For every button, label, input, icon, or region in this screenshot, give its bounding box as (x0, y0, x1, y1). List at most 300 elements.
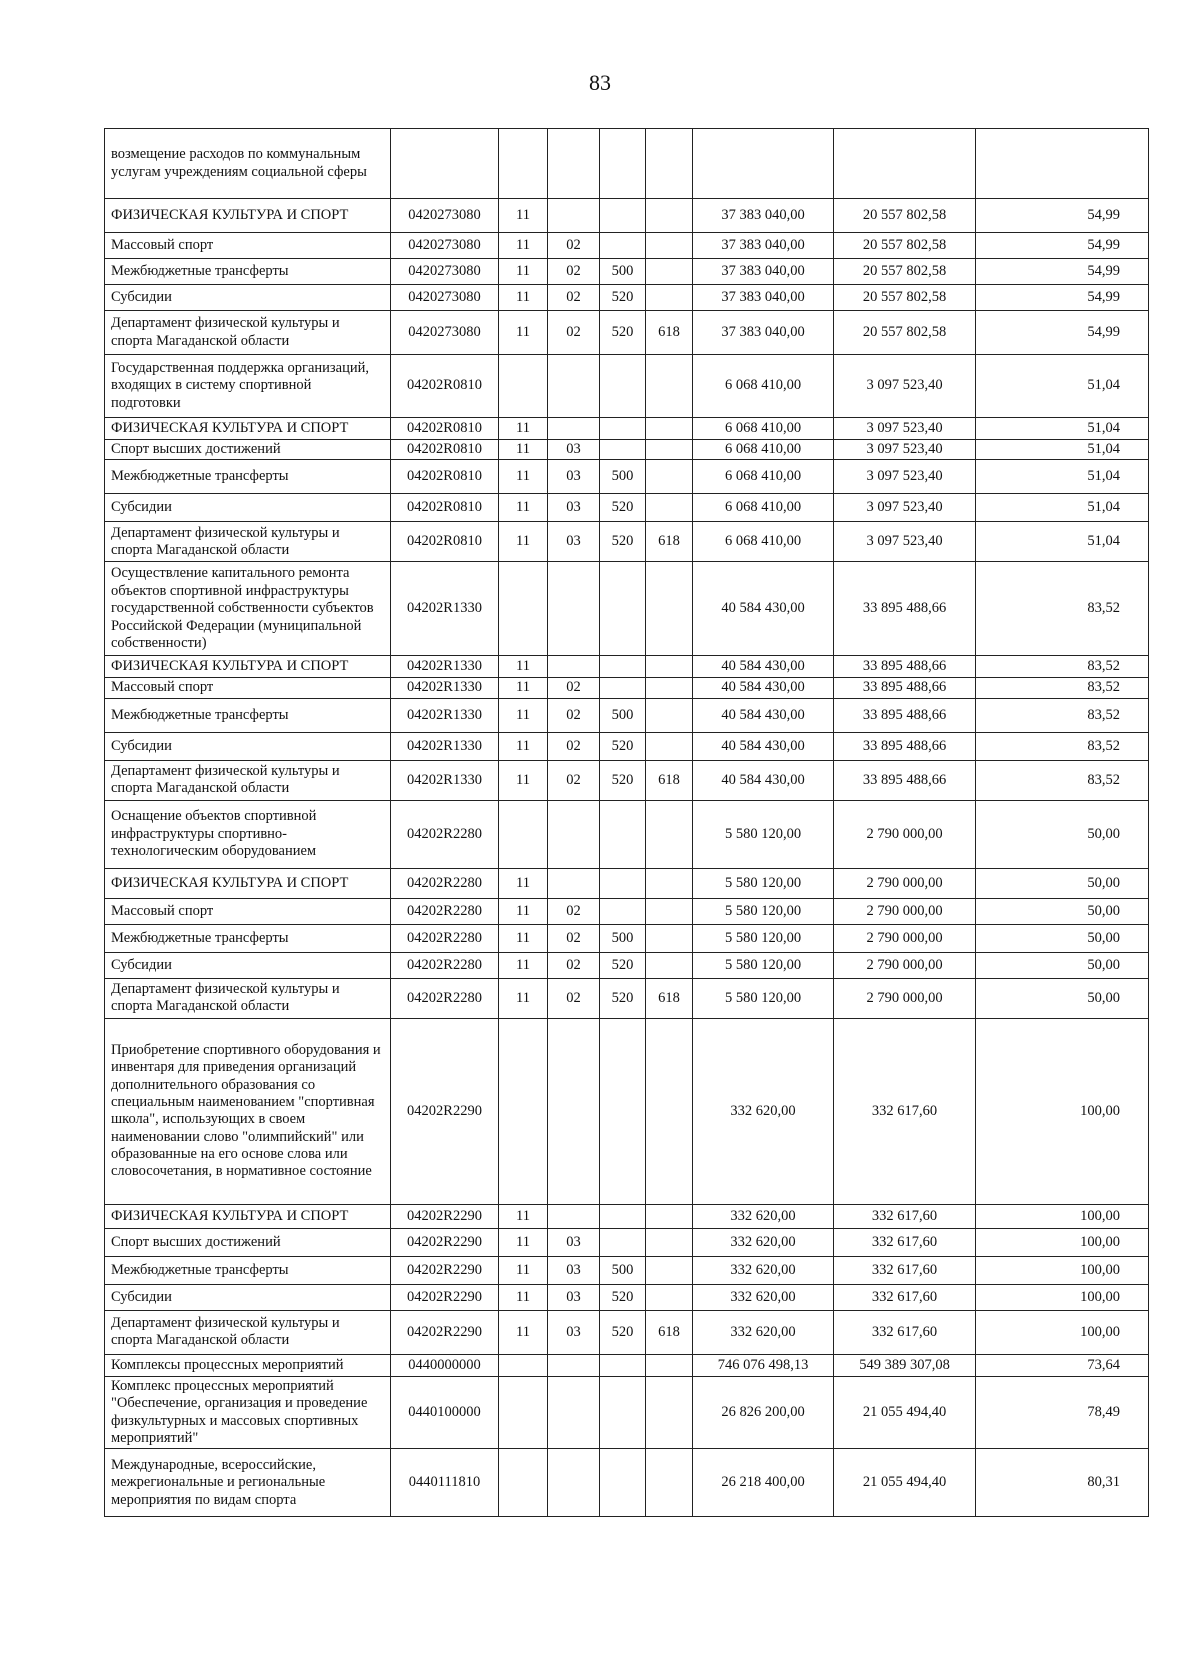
cell-admin-code (646, 440, 693, 460)
cell-expense-type: 520 (600, 522, 646, 562)
cell-planned: 5 580 120,00 (693, 924, 834, 952)
cell-expense-type: 520 (600, 285, 646, 311)
cell-admin-code (646, 494, 693, 522)
cell-target-code: 04202R0810 (391, 494, 499, 522)
cell-executed: 33 895 488,66 (834, 562, 976, 656)
cell-subsection (548, 1018, 600, 1204)
cell-subsection: 02 (548, 978, 600, 1018)
cell-subsection: 02 (548, 233, 600, 259)
cell-name: Межбюджетные трансферты (105, 924, 391, 952)
cell-admin-code (646, 418, 693, 440)
cell-target-code: 04202R2290 (391, 1284, 499, 1310)
cell-subsection (548, 1354, 600, 1376)
cell-section (499, 1354, 548, 1376)
cell-executed: 21 055 494,40 (834, 1376, 976, 1449)
cell-executed: 3 097 523,40 (834, 460, 976, 494)
cell-section: 11 (499, 898, 548, 924)
cell-executed: 33 895 488,66 (834, 732, 976, 760)
cell-admin-code (646, 924, 693, 952)
cell-subsection (548, 418, 600, 440)
cell-expense-type (600, 898, 646, 924)
cell-percent: 50,00 (976, 952, 1149, 978)
cell-admin-code (646, 1256, 693, 1284)
cell-expense-type (600, 233, 646, 259)
cell-expense-type: 500 (600, 924, 646, 952)
cell-target-code: 04202R2290 (391, 1018, 499, 1204)
cell-planned: 6 068 410,00 (693, 418, 834, 440)
cell-section: 11 (499, 311, 548, 355)
cell-name: Субсидии (105, 285, 391, 311)
cell-target-code: 04202R1330 (391, 698, 499, 732)
cell-target-code: 04202R2280 (391, 924, 499, 952)
cell-admin-code: 618 (646, 978, 693, 1018)
cell-percent: 83,52 (976, 562, 1149, 656)
cell-executed: 2 790 000,00 (834, 868, 976, 898)
page-number: 83 (589, 70, 611, 95)
table-row (105, 311, 1149, 355)
cell-percent: 50,00 (976, 978, 1149, 1018)
cell-name: ФИЗИЧЕСКАЯ КУЛЬТУРА И СПОРТ (105, 199, 391, 233)
cell-expense-type (600, 562, 646, 656)
cell-executed: 20 557 802,58 (834, 259, 976, 285)
table-row (105, 656, 1149, 678)
cell-percent: 83,52 (976, 732, 1149, 760)
cell-name: Департамент физической культуры и спорта Магаданской области (105, 1310, 391, 1354)
table-row (105, 678, 1149, 698)
cell-subsection: 03 (548, 1228, 600, 1256)
cell-target-code: 04202R2280 (391, 952, 499, 978)
cell-subsection: 03 (548, 460, 600, 494)
cell-executed: 2 790 000,00 (834, 952, 976, 978)
cell-percent: 100,00 (976, 1310, 1149, 1354)
cell-executed: 2 790 000,00 (834, 978, 976, 1018)
table-row (105, 199, 1149, 233)
cell-expense-type: 520 (600, 1310, 646, 1354)
cell-name: Межбюджетные трансферты (105, 1256, 391, 1284)
cell-executed: 33 895 488,66 (834, 656, 976, 678)
cell-executed: 20 557 802,58 (834, 311, 976, 355)
cell-subsection (548, 199, 600, 233)
cell-percent: 54,99 (976, 311, 1149, 355)
cell-planned: 5 580 120,00 (693, 800, 834, 868)
cell-expense-type (600, 1018, 646, 1204)
table-row (105, 355, 1149, 418)
cell-name: Государственная поддержка организаций, входящих в систему спортивной подготовки (105, 355, 391, 418)
cell-name: Субсидии (105, 494, 391, 522)
cell-executed: 332 617,60 (834, 1284, 976, 1310)
cell-name: ФИЗИЧЕСКАЯ КУЛЬТУРА И СПОРТ (105, 1204, 391, 1228)
cell-subsection: 02 (548, 259, 600, 285)
cell-subsection: 03 (548, 522, 600, 562)
cell-name: Комплекс процессных мероприятий "Обеспечение, организация и проведение физкультурных и массовых спортивных мероприятий" (105, 1376, 391, 1449)
cell-target-code: 04202R0810 (391, 355, 499, 418)
cell-target-code: 0440000000 (391, 1354, 499, 1376)
table-row (105, 460, 1149, 494)
cell-subsection (548, 1449, 600, 1517)
table-row (105, 1204, 1149, 1228)
cell-planned: 40 584 430,00 (693, 698, 834, 732)
table-row (105, 418, 1149, 440)
cell-planned: 332 620,00 (693, 1204, 834, 1228)
table-row (105, 1256, 1149, 1284)
cell-section: 11 (499, 1256, 548, 1284)
cell-planned: 40 584 430,00 (693, 760, 834, 800)
cell-expense-type: 520 (600, 760, 646, 800)
cell-target-code: 04202R0810 (391, 418, 499, 440)
cell-name: Массовый спорт (105, 678, 391, 698)
cell-planned: 40 584 430,00 (693, 732, 834, 760)
cell-expense-type: 520 (600, 494, 646, 522)
cell-percent: 54,99 (976, 233, 1149, 259)
cell-planned: 40 584 430,00 (693, 678, 834, 698)
cell-subsection: 03 (548, 1310, 600, 1354)
table-row (105, 129, 1149, 199)
cell-subsection: 03 (548, 440, 600, 460)
cell-percent: 51,04 (976, 440, 1149, 460)
cell-percent: 54,99 (976, 285, 1149, 311)
table-row (105, 1228, 1149, 1256)
cell-target-code: 04202R2290 (391, 1256, 499, 1284)
table-row (105, 898, 1149, 924)
cell-expense-type (600, 1449, 646, 1517)
cell-percent: 100,00 (976, 1204, 1149, 1228)
cell-subsection: 03 (548, 1284, 600, 1310)
table-row (105, 924, 1149, 952)
cell-admin-code: 618 (646, 760, 693, 800)
cell-section (499, 1018, 548, 1204)
cell-target-code: 04202R2280 (391, 800, 499, 868)
cell-percent (976, 129, 1149, 199)
cell-target-code: 04202R2290 (391, 1228, 499, 1256)
cell-executed: 21 055 494,40 (834, 1449, 976, 1517)
cell-expense-type (600, 678, 646, 698)
cell-target-code: 04202R0810 (391, 522, 499, 562)
cell-name: Спорт высших достижений (105, 1228, 391, 1256)
cell-expense-type (600, 1354, 646, 1376)
cell-executed: 20 557 802,58 (834, 233, 976, 259)
cell-planned: 37 383 040,00 (693, 199, 834, 233)
cell-executed: 332 617,60 (834, 1310, 976, 1354)
cell-target-code: 0440100000 (391, 1376, 499, 1449)
cell-name: Массовый спорт (105, 233, 391, 259)
cell-target-code: 0420273080 (391, 285, 499, 311)
cell-expense-type (600, 868, 646, 898)
cell-section: 11 (499, 978, 548, 1018)
cell-target-code: 04202R2280 (391, 868, 499, 898)
cell-executed: 332 617,60 (834, 1228, 976, 1256)
cell-planned: 5 580 120,00 (693, 868, 834, 898)
cell-planned: 6 068 410,00 (693, 460, 834, 494)
cell-section: 11 (499, 460, 548, 494)
cell-expense-type: 500 (600, 1256, 646, 1284)
cell-section: 11 (499, 440, 548, 460)
cell-expense-type (600, 1228, 646, 1256)
cell-executed: 20 557 802,58 (834, 285, 976, 311)
cell-section: 11 (499, 1284, 548, 1310)
cell-subsection: 02 (548, 285, 600, 311)
table-row (105, 1376, 1149, 1449)
cell-subsection (548, 129, 600, 199)
cell-section (499, 1449, 548, 1517)
cell-name: Департамент физической культуры и спорта Магаданской области (105, 522, 391, 562)
table-row (105, 259, 1149, 285)
cell-planned: 37 383 040,00 (693, 285, 834, 311)
cell-planned: 6 068 410,00 (693, 522, 834, 562)
cell-section: 11 (499, 732, 548, 760)
cell-section: 11 (499, 868, 548, 898)
cell-planned: 6 068 410,00 (693, 440, 834, 460)
cell-section: 11 (499, 698, 548, 732)
cell-name: Межбюджетные трансферты (105, 259, 391, 285)
cell-admin-code (646, 1449, 693, 1517)
cell-admin-code (646, 732, 693, 760)
cell-target-code: 04202R0810 (391, 440, 499, 460)
cell-section: 11 (499, 924, 548, 952)
table-row (105, 494, 1149, 522)
cell-admin-code (646, 800, 693, 868)
cell-subsection (548, 868, 600, 898)
cell-section: 11 (499, 678, 548, 698)
cell-percent: 50,00 (976, 800, 1149, 868)
table-row (105, 233, 1149, 259)
table-row (105, 1018, 1149, 1204)
cell-admin-code: 618 (646, 311, 693, 355)
cell-section: 11 (499, 1204, 548, 1228)
table-row (105, 562, 1149, 656)
cell-target-code: 04202R1330 (391, 678, 499, 698)
cell-name: Субсидии (105, 952, 391, 978)
cell-expense-type (600, 1376, 646, 1449)
cell-percent: 100,00 (976, 1018, 1149, 1204)
table-row (105, 978, 1149, 1018)
cell-executed: 332 617,60 (834, 1018, 976, 1204)
cell-name: Комплексы процессных мероприятий (105, 1354, 391, 1376)
cell-planned: 5 580 120,00 (693, 978, 834, 1018)
cell-percent: 51,04 (976, 355, 1149, 418)
table-row (105, 698, 1149, 732)
cell-planned: 6 068 410,00 (693, 355, 834, 418)
cell-subsection (548, 355, 600, 418)
cell-percent: 50,00 (976, 898, 1149, 924)
cell-section: 11 (499, 494, 548, 522)
cell-name: ФИЗИЧЕСКАЯ КУЛЬТУРА И СПОРТ (105, 418, 391, 440)
cell-section (499, 1376, 548, 1449)
cell-admin-code (646, 129, 693, 199)
cell-executed: 3 097 523,40 (834, 355, 976, 418)
cell-section: 11 (499, 656, 548, 678)
cell-planned (693, 129, 834, 199)
cell-target-code (391, 129, 499, 199)
cell-target-code: 04202R1330 (391, 656, 499, 678)
table-row (105, 1310, 1149, 1354)
cell-admin-code (646, 656, 693, 678)
cell-percent: 100,00 (976, 1256, 1149, 1284)
cell-admin-code (646, 868, 693, 898)
cell-admin-code (646, 1354, 693, 1376)
cell-percent: 100,00 (976, 1228, 1149, 1256)
cell-subsection (548, 562, 600, 656)
cell-expense-type (600, 355, 646, 418)
cell-executed: 3 097 523,40 (834, 522, 976, 562)
cell-executed: 332 617,60 (834, 1204, 976, 1228)
table-row (105, 732, 1149, 760)
cell-expense-type (600, 129, 646, 199)
cell-section: 11 (499, 522, 548, 562)
cell-executed: 33 895 488,66 (834, 678, 976, 698)
cell-admin-code (646, 285, 693, 311)
cell-planned: 332 620,00 (693, 1018, 834, 1204)
cell-name: ФИЗИЧЕСКАЯ КУЛЬТУРА И СПОРТ (105, 656, 391, 678)
cell-subsection: 03 (548, 494, 600, 522)
cell-expense-type: 520 (600, 978, 646, 1018)
cell-executed: 2 790 000,00 (834, 924, 976, 952)
cell-name: Приобретение спортивного оборудования и инвентаря для приведения организаций дополнительного образования со специальным наименованием "спортивная школа", использующих в своем наименовании слово "олимпийский" или образованные на его основе слова или словосочетания, в нормативное состояние (105, 1018, 391, 1204)
cell-executed: 3 097 523,40 (834, 440, 976, 460)
budget-table (104, 128, 1149, 1517)
cell-admin-code (646, 233, 693, 259)
table-row (105, 800, 1149, 868)
cell-expense-type: 520 (600, 952, 646, 978)
cell-planned: 40 584 430,00 (693, 562, 834, 656)
cell-section: 11 (499, 233, 548, 259)
cell-planned: 332 620,00 (693, 1228, 834, 1256)
cell-expense-type: 500 (600, 698, 646, 732)
cell-target-code: 04202R1330 (391, 732, 499, 760)
cell-percent: 100,00 (976, 1284, 1149, 1310)
cell-subsection: 02 (548, 698, 600, 732)
cell-subsection: 02 (548, 952, 600, 978)
cell-percent: 54,99 (976, 259, 1149, 285)
cell-name: Массовый спорт (105, 898, 391, 924)
cell-section: 11 (499, 952, 548, 978)
cell-admin-code (646, 259, 693, 285)
cell-executed: 20 557 802,58 (834, 199, 976, 233)
cell-planned: 332 620,00 (693, 1284, 834, 1310)
cell-target-code: 0420273080 (391, 199, 499, 233)
cell-name: Субсидии (105, 732, 391, 760)
table-row (105, 285, 1149, 311)
cell-executed: 2 790 000,00 (834, 800, 976, 868)
table-row (105, 1284, 1149, 1310)
cell-percent: 50,00 (976, 868, 1149, 898)
cell-section: 11 (499, 418, 548, 440)
cell-planned: 26 218 400,00 (693, 1449, 834, 1517)
cell-subsection: 02 (548, 898, 600, 924)
cell-section: 11 (499, 1228, 548, 1256)
cell-percent: 51,04 (976, 418, 1149, 440)
cell-subsection (548, 1204, 600, 1228)
cell-percent: 73,64 (976, 1354, 1149, 1376)
table-row (105, 1354, 1149, 1376)
cell-admin-code (646, 698, 693, 732)
cell-target-code: 0420273080 (391, 259, 499, 285)
cell-executed: 332 617,60 (834, 1256, 976, 1284)
cell-percent: 54,99 (976, 199, 1149, 233)
cell-percent: 83,52 (976, 656, 1149, 678)
cell-expense-type (600, 440, 646, 460)
cell-expense-type: 500 (600, 259, 646, 285)
cell-percent: 51,04 (976, 494, 1149, 522)
cell-expense-type (600, 800, 646, 868)
cell-target-code: 04202R2280 (391, 978, 499, 1018)
cell-expense-type (600, 418, 646, 440)
cell-name: Межбюджетные трансферты (105, 460, 391, 494)
cell-executed: 549 389 307,08 (834, 1354, 976, 1376)
cell-executed (834, 129, 976, 199)
cell-planned: 37 383 040,00 (693, 233, 834, 259)
cell-planned: 5 580 120,00 (693, 952, 834, 978)
cell-name: Департамент физической культуры и спорта Магаданской области (105, 311, 391, 355)
cell-expense-type: 520 (600, 1284, 646, 1310)
cell-section: 11 (499, 259, 548, 285)
cell-name: Департамент физической культуры и спорта Магаданской области (105, 760, 391, 800)
cell-expense-type: 520 (600, 732, 646, 760)
cell-section (499, 355, 548, 418)
cell-executed: 3 097 523,40 (834, 494, 976, 522)
table-row (105, 440, 1149, 460)
cell-section: 11 (499, 1310, 548, 1354)
cell-planned: 332 620,00 (693, 1310, 834, 1354)
cell-planned: 26 826 200,00 (693, 1376, 834, 1449)
cell-planned: 5 580 120,00 (693, 898, 834, 924)
table-row (105, 868, 1149, 898)
cell-subsection: 02 (548, 732, 600, 760)
cell-target-code: 04202R0810 (391, 460, 499, 494)
cell-name: Департамент физической культуры и спорта Магаданской области (105, 978, 391, 1018)
cell-subsection (548, 656, 600, 678)
cell-target-code: 04202R1330 (391, 760, 499, 800)
cell-subsection: 02 (548, 678, 600, 698)
cell-target-code: 04202R2290 (391, 1204, 499, 1228)
cell-executed: 3 097 523,40 (834, 418, 976, 440)
cell-expense-type (600, 1204, 646, 1228)
cell-admin-code: 618 (646, 1310, 693, 1354)
cell-section (499, 129, 548, 199)
cell-admin-code (646, 952, 693, 978)
cell-planned: 40 584 430,00 (693, 656, 834, 678)
cell-section (499, 800, 548, 868)
cell-subsection: 02 (548, 760, 600, 800)
cell-target-code: 04202R2290 (391, 1310, 499, 1354)
cell-admin-code (646, 460, 693, 494)
cell-executed: 2 790 000,00 (834, 898, 976, 924)
cell-expense-type: 500 (600, 460, 646, 494)
cell-admin-code (646, 898, 693, 924)
cell-admin-code (646, 1018, 693, 1204)
cell-target-code: 0420273080 (391, 311, 499, 355)
cell-percent: 51,04 (976, 460, 1149, 494)
cell-planned: 37 383 040,00 (693, 311, 834, 355)
cell-percent: 83,52 (976, 698, 1149, 732)
cell-admin-code (646, 199, 693, 233)
cell-admin-code (646, 562, 693, 656)
cell-admin-code (646, 1228, 693, 1256)
cell-section: 11 (499, 285, 548, 311)
cell-expense-type (600, 656, 646, 678)
cell-name: Оснащение объектов спортивной инфраструктуры спортивно-технологическим оборудованием (105, 800, 391, 868)
cell-planned: 6 068 410,00 (693, 494, 834, 522)
cell-name: ФИЗИЧЕСКАЯ КУЛЬТУРА И СПОРТ (105, 868, 391, 898)
cell-name: возмещение расходов по коммунальным услугам учреждениям социальной сферы (105, 129, 391, 199)
cell-admin-code (646, 1204, 693, 1228)
cell-percent: 50,00 (976, 924, 1149, 952)
cell-planned: 332 620,00 (693, 1256, 834, 1284)
cell-name: Субсидии (105, 1284, 391, 1310)
cell-name: Осуществление капитального ремонта объектов спортивной инфраструктуры государственной собственности субъектов Российской Федерации (муниципальной собственности) (105, 562, 391, 656)
cell-planned: 37 383 040,00 (693, 259, 834, 285)
cell-admin-code (646, 355, 693, 418)
cell-section: 11 (499, 760, 548, 800)
